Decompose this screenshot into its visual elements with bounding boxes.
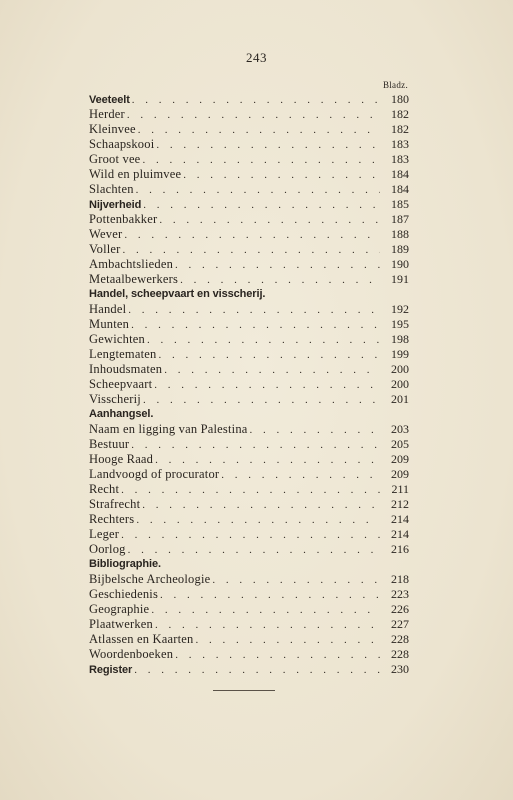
toc-entry bbox=[89, 542, 409, 557]
toc-section-heading bbox=[89, 557, 409, 572]
toc-entry-page: 209 bbox=[391, 452, 409, 466]
toc-entry bbox=[89, 482, 409, 497]
toc-entry-page: 223 bbox=[391, 587, 409, 601]
toc-entry-page: 185 bbox=[391, 197, 409, 211]
toc-entry-page: 180 bbox=[391, 92, 409, 106]
toc-entry-page: 200 bbox=[391, 377, 409, 391]
toc-entry bbox=[89, 272, 409, 287]
dot-leader bbox=[175, 258, 380, 273]
toc-entry-label: Lengtematen bbox=[89, 347, 157, 361]
dot-leader bbox=[180, 273, 380, 288]
dot-leader bbox=[132, 93, 380, 108]
toc-entry-label: Bijbelsche Archeologie bbox=[89, 572, 211, 586]
toc-entry-label: Bestuur bbox=[89, 437, 130, 451]
toc-entry bbox=[89, 152, 409, 167]
dot-leader bbox=[134, 663, 380, 678]
toc-entry-label: Wever bbox=[89, 227, 123, 241]
dot-leader bbox=[131, 438, 380, 453]
dot-leader bbox=[155, 453, 380, 468]
toc-entry-page: 192 bbox=[391, 302, 409, 316]
toc-entry-page: 183 bbox=[391, 152, 409, 166]
toc-entry bbox=[89, 257, 409, 272]
toc-entry-label: Aanhangsel. bbox=[89, 408, 154, 420]
toc-entry-page: 190 bbox=[391, 257, 409, 271]
dot-leader bbox=[127, 108, 380, 123]
dot-leader bbox=[124, 228, 380, 243]
toc-entry-page: 182 bbox=[391, 107, 409, 121]
toc-entry bbox=[89, 377, 409, 392]
toc-entry bbox=[89, 467, 409, 482]
toc-entry-page: 187 bbox=[391, 212, 409, 226]
toc-entry-page: 203 bbox=[391, 422, 409, 436]
toc-entry-label: Bibliographie. bbox=[89, 558, 161, 570]
dot-leader bbox=[138, 123, 380, 138]
toc-entry-page: 228 bbox=[391, 647, 409, 661]
toc-entry bbox=[89, 452, 409, 467]
dot-leader bbox=[131, 318, 380, 333]
toc-entry-page: 195 bbox=[391, 317, 409, 331]
dot-leader bbox=[159, 213, 380, 228]
toc-entry-label: Kleinvee bbox=[89, 122, 136, 136]
dot-leader bbox=[143, 198, 380, 213]
dot-leader bbox=[221, 468, 380, 483]
dot-leader bbox=[142, 498, 380, 513]
toc-entry-label: Atlassen en Kaarten bbox=[89, 632, 194, 646]
toc-entry-page: 189 bbox=[391, 242, 409, 256]
toc-entry-label: Gewichten bbox=[89, 332, 145, 346]
toc-entry-label: Oorlog bbox=[89, 542, 126, 556]
toc-entry bbox=[89, 347, 409, 362]
toc-entry-page: 199 bbox=[391, 347, 409, 361]
toc-entry bbox=[89, 527, 409, 542]
toc-entry bbox=[89, 332, 409, 347]
toc-entry-label: Handel bbox=[89, 302, 127, 316]
dot-leader bbox=[121, 528, 380, 543]
dot-leader bbox=[155, 618, 380, 633]
toc-entry-label: Metaalbewerkers bbox=[89, 272, 179, 286]
toc-entry-page: 230 bbox=[391, 662, 409, 676]
toc-entry-page: 182 bbox=[391, 122, 409, 136]
toc-entry bbox=[89, 632, 409, 647]
toc-entry bbox=[89, 212, 409, 227]
dot-leader bbox=[183, 168, 380, 183]
toc-entry-label: Plaatwerken bbox=[89, 617, 153, 631]
page-column-header: Bladz. bbox=[382, 80, 408, 90]
dot-leader bbox=[160, 588, 380, 603]
toc-entry-label: Strafrecht bbox=[89, 497, 141, 511]
toc-entry-page: 212 bbox=[391, 497, 409, 511]
toc-entry-label: Hooge Raad bbox=[89, 452, 154, 466]
toc-entry-page: 226 bbox=[391, 602, 409, 616]
toc-entry-page: 211 bbox=[391, 482, 409, 496]
toc-entry-page: 191 bbox=[391, 272, 409, 286]
toc-entry-label: Recht bbox=[89, 482, 120, 496]
toc-entry-label: Leger bbox=[89, 527, 120, 541]
toc-entry bbox=[89, 242, 409, 257]
toc-entry-label: Rechters bbox=[89, 512, 135, 526]
toc-entry bbox=[89, 182, 409, 197]
toc-entry-label: Register bbox=[89, 664, 133, 676]
toc-entry-page: 184 bbox=[391, 167, 409, 181]
dot-leader bbox=[195, 633, 380, 648]
toc-entry-label: Munten bbox=[89, 317, 130, 331]
toc-entry bbox=[89, 572, 409, 587]
dot-leader bbox=[136, 183, 380, 198]
toc-entry bbox=[89, 422, 409, 437]
toc-entry-page: 228 bbox=[391, 632, 409, 646]
toc-entry-label: Voller bbox=[89, 242, 121, 256]
dot-leader bbox=[123, 243, 380, 258]
toc-entry bbox=[89, 167, 409, 182]
toc-entry bbox=[89, 302, 409, 317]
toc-entry-page: 214 bbox=[391, 527, 409, 541]
toc-entry-label: Inhoudsmaten bbox=[89, 362, 163, 376]
toc-heading-entry bbox=[89, 92, 409, 107]
toc-entry bbox=[89, 392, 409, 407]
dot-leader bbox=[154, 378, 380, 393]
dot-leader bbox=[128, 543, 380, 558]
toc-entry-page: 214 bbox=[391, 512, 409, 526]
toc-entry-page: 205 bbox=[391, 437, 409, 451]
toc-entry-label: Naam en ligging van Palestina bbox=[89, 422, 248, 436]
toc-entry bbox=[89, 137, 409, 152]
dot-leader bbox=[136, 513, 380, 528]
toc-entry-label: Veeteelt bbox=[89, 94, 130, 106]
toc-entry bbox=[89, 587, 409, 602]
toc-entry-label: Wild en pluimvee bbox=[89, 167, 182, 181]
toc-entry bbox=[89, 512, 409, 527]
dot-leader bbox=[128, 303, 380, 318]
toc-entry-label: Groot vee bbox=[89, 152, 141, 166]
toc-entry bbox=[89, 617, 409, 632]
toc-entry-label: Geographie bbox=[89, 602, 150, 616]
toc-entry-page: 198 bbox=[391, 332, 409, 346]
toc-entry bbox=[89, 362, 409, 377]
dot-leader bbox=[156, 138, 380, 153]
toc-entry-label: Handel, scheepvaart en visscherij. bbox=[89, 288, 266, 300]
toc-entry-page: 216 bbox=[391, 542, 409, 556]
toc-entry-label: Woordenboeken bbox=[89, 647, 174, 661]
dot-leader bbox=[250, 423, 380, 438]
toc-entry-label: Scheepvaart bbox=[89, 377, 153, 391]
dot-leader bbox=[175, 648, 380, 663]
toc-entry-label: Herder bbox=[89, 107, 125, 121]
toc-entry-label: Nijverheid bbox=[89, 199, 142, 211]
toc-entry bbox=[89, 497, 409, 512]
dot-leader bbox=[121, 483, 380, 498]
toc-entry-label: Landvoogd of procurator bbox=[89, 467, 220, 481]
toc-entry-page: 183 bbox=[391, 137, 409, 151]
toc-entry bbox=[89, 227, 409, 242]
toc-entry bbox=[89, 437, 409, 452]
dot-leader bbox=[158, 348, 380, 363]
page-number: 243 bbox=[246, 50, 267, 65]
toc-entry bbox=[89, 107, 409, 122]
toc-entry-label: Geschiedenis bbox=[89, 587, 159, 601]
dot-leader bbox=[151, 603, 380, 618]
dot-leader bbox=[212, 573, 380, 588]
toc-entry-page: 209 bbox=[391, 467, 409, 481]
toc-section-heading bbox=[89, 407, 409, 422]
toc-section-heading bbox=[89, 287, 409, 302]
toc-entry-label: Pottenbakker bbox=[89, 212, 158, 226]
dot-leader bbox=[147, 333, 380, 348]
toc-entry-label: Visscherij bbox=[89, 392, 141, 406]
toc-entry-page: 201 bbox=[391, 392, 409, 406]
closing-rule bbox=[213, 690, 275, 691]
toc-entry bbox=[89, 317, 409, 332]
toc-entry-page: 218 bbox=[391, 572, 409, 586]
toc-entry bbox=[89, 602, 409, 617]
dot-leader bbox=[143, 393, 380, 408]
toc-entry bbox=[89, 122, 409, 137]
toc-heading-entry bbox=[89, 197, 409, 212]
toc-entry-label: Schaapskooi bbox=[89, 137, 155, 151]
table-of-contents bbox=[89, 92, 409, 677]
dot-leader bbox=[164, 363, 380, 378]
toc-entry-label: Ambachtslieden bbox=[89, 257, 174, 271]
toc-entry-label: Slachten bbox=[89, 182, 134, 196]
toc-entry-page: 227 bbox=[391, 617, 409, 631]
dot-leader bbox=[142, 153, 380, 168]
toc-entry bbox=[89, 647, 409, 662]
toc-entry-page: 184 bbox=[391, 182, 409, 196]
toc-heading-entry bbox=[89, 662, 409, 677]
toc-entry-page: 188 bbox=[391, 227, 409, 241]
toc-entry-page: 200 bbox=[391, 362, 409, 376]
